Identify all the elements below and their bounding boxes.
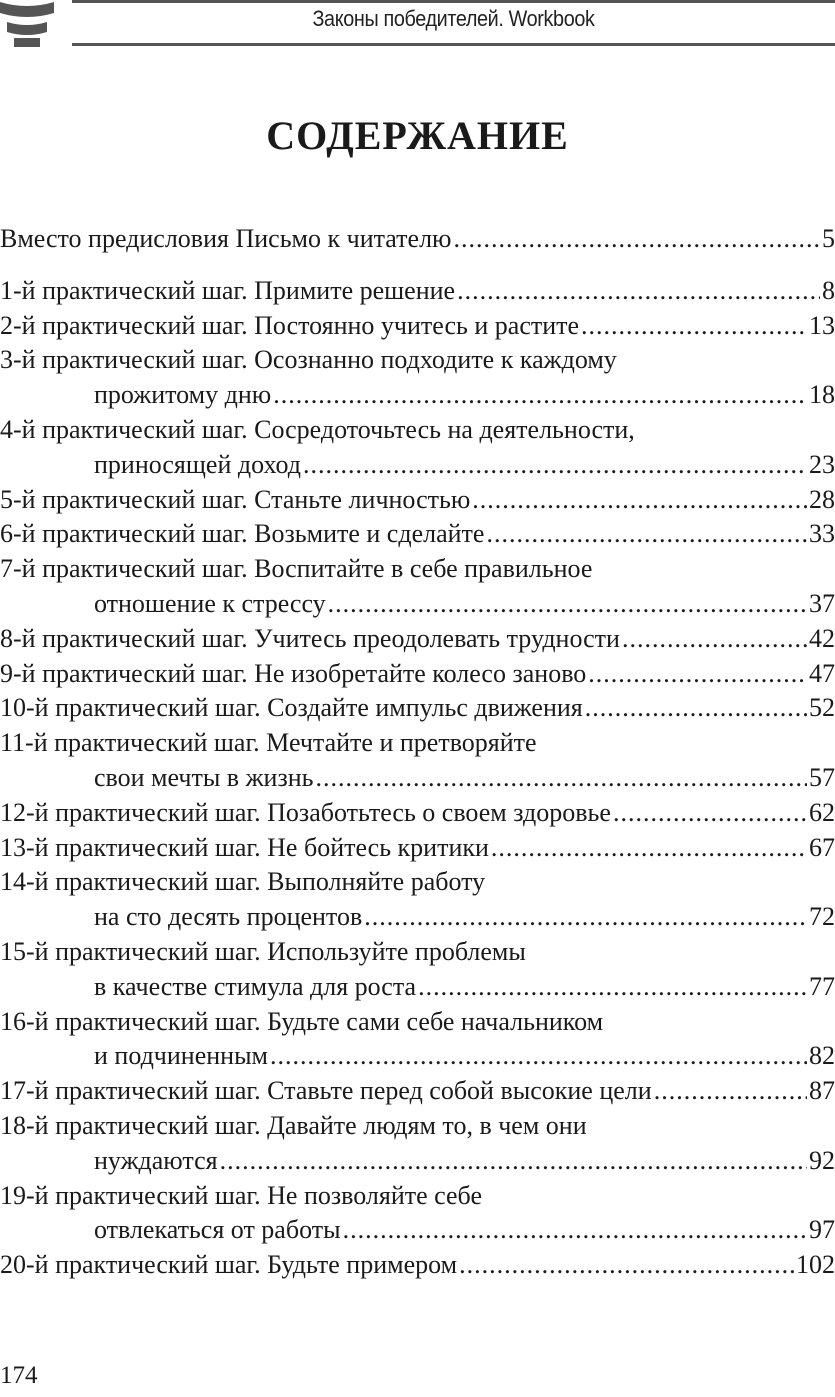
dot-leader — [303, 448, 807, 483]
toc-entry-line — [0, 552, 835, 587]
toc-entry-title: на сто десять процентов — [94, 902, 363, 932]
dot-leader — [585, 691, 807, 726]
dot-leader — [270, 1039, 807, 1074]
toc-entry-line — [0, 378, 835, 413]
toc-entry-line — [0, 1144, 835, 1179]
running-title: Законы победителей. Workbook — [312, 6, 595, 31]
dot-leader — [654, 1074, 807, 1109]
toc-entry-line — [0, 343, 835, 378]
toc-entry[interactable] — [0, 657, 835, 692]
toc-page-number: 5 — [822, 224, 835, 253]
toc-entry-line — [0, 1248, 835, 1283]
toc-page-number: 72 — [809, 902, 835, 932]
toc-page-number: 102 — [796, 1250, 835, 1280]
toc-entry[interactable] — [0, 343, 835, 413]
toc-entry-title: свои мечты в жизнь — [94, 762, 314, 792]
dot-leader — [364, 900, 807, 935]
toc-entry-line — [0, 691, 835, 726]
toc-entry-line — [0, 587, 835, 622]
header-rule-top — [72, 0, 835, 3]
dot-leader — [459, 1248, 794, 1283]
dot-leader — [622, 622, 807, 657]
table-of-contents — [0, 222, 835, 1283]
toc-entry-title: 3-й практический шаг. Осознанно подходите к каждому — [0, 345, 617, 375]
toc-entry-title: 8-й практический шаг. Учитесь преодолевать трудности — [0, 623, 620, 653]
toc-entry-title: в качестве стимула для роста — [94, 971, 417, 1001]
toc-entry-line — [0, 309, 835, 344]
toc-entry-line — [0, 1005, 835, 1040]
toc-entry[interactable] — [0, 1109, 835, 1179]
dot-leader — [588, 657, 807, 692]
toc-entry-title: 7-й практический шаг. Воспитайте в себе правильное — [0, 554, 593, 584]
toc-entry-title: нуждаются — [94, 1145, 218, 1175]
toc-entry-title: 19-й практический шаг. Не позволяйте себе — [0, 1180, 482, 1210]
toc-entry-title: прожитому дню — [94, 380, 272, 410]
toc-entry-title: 14-й практический шаг. Выполняйте работу — [0, 867, 486, 897]
toc-entry[interactable] — [0, 517, 835, 552]
toc-entry-line — [0, 1179, 835, 1214]
toc-entry-title: Вместо предисловия Письмо к читателю — [0, 224, 452, 253]
toc-page-number: 8 — [822, 275, 835, 305]
toc-page-number: 18 — [809, 380, 835, 410]
dot-leader — [581, 309, 807, 344]
dot-leader — [220, 1144, 807, 1179]
toc-page-number: 28 — [809, 484, 835, 514]
toc-page-number: 92 — [809, 1145, 835, 1175]
dot-leader — [418, 970, 807, 1005]
toc-entry[interactable] — [0, 1179, 835, 1249]
toc-entry-title: 12-й практический шаг. Позаботьтесь о своем здоровье — [0, 797, 611, 827]
toc-entry-title: 17-й практический шаг. Ставьте перед собой высокие цели — [0, 1076, 652, 1106]
dot-leader — [316, 761, 807, 796]
toc-entry-line — [0, 413, 835, 448]
toc-entry-line — [0, 1039, 835, 1074]
header-rule-bottom — [72, 43, 835, 46]
dot-leader — [457, 274, 820, 309]
toc-page-number: 23 — [809, 449, 835, 479]
toc-entry-line — [0, 935, 835, 970]
toc-entry[interactable] — [0, 691, 835, 726]
toc-page-number: 77 — [809, 971, 835, 1001]
toc-entry-title: и подчиненным — [94, 1041, 269, 1071]
toc-page-number: 42 — [809, 623, 835, 653]
toc-entry-line — [0, 622, 835, 657]
toc-entry-title: 18-й практический шаг. Давайте людям то, в чем они — [0, 1110, 587, 1140]
toc-entry-line — [0, 274, 835, 309]
page-number: 174 — [0, 1362, 38, 1389]
toc-entry[interactable] — [0, 309, 835, 344]
toc-entry-line — [0, 222, 835, 257]
dot-leader — [472, 483, 807, 518]
toc-entry-title: 9-й практический шаг. Не изобретайте колесо заново — [0, 658, 587, 688]
toc-entry[interactable] — [0, 274, 835, 309]
stacked-bars-logo-icon — [0, 0, 55, 48]
toc-entry-line — [0, 483, 835, 518]
toc-entry-line — [0, 1109, 835, 1144]
toc-entry-title: 16-й практический шаг. Будьте сами себе начальником — [0, 1006, 604, 1036]
toc-entry[interactable] — [0, 552, 835, 622]
toc-entry-title: 2-й практический шаг. Постоянно учитесь и растите — [0, 310, 580, 340]
toc-entry[interactable] — [0, 831, 835, 866]
toc-entry[interactable] — [0, 726, 835, 796]
toc-entry-title: 10-й практический шаг. Создайте импульс движения — [0, 693, 583, 723]
toc-page-number: 82 — [809, 1041, 835, 1071]
dot-leader — [613, 796, 807, 831]
toc-entry-title: 4-й практический шаг. Сосредоточьтесь на деятельности, — [0, 414, 635, 444]
toc-entry[interactable] — [0, 1248, 835, 1283]
toc-entry-line — [0, 900, 835, 935]
toc-entry-title: отношение к стрессу — [94, 588, 326, 618]
toc-entry-line — [0, 1213, 835, 1248]
toc-page-number: 57 — [809, 762, 835, 792]
toc-entry[interactable] — [0, 483, 835, 518]
toc-entry-line — [0, 1074, 835, 1109]
running-header — [0, 0, 835, 52]
dot-leader — [453, 222, 820, 257]
toc-entry[interactable] — [0, 1005, 835, 1075]
dot-leader — [486, 517, 807, 552]
toc-page-number: 52 — [809, 693, 835, 723]
toc-entry[interactable] — [0, 796, 835, 831]
toc-page-number: 97 — [809, 1215, 835, 1245]
toc-entry[interactable] — [0, 935, 835, 1005]
dot-leader — [328, 587, 807, 622]
toc-page-number: 33 — [809, 519, 835, 549]
toc-entry[interactable] — [0, 622, 835, 657]
toc-entry-title: 15-й практический шаг. Используйте проблемы — [0, 936, 526, 966]
dot-leader — [491, 831, 807, 866]
toc-entry-title: отвлекаться от работы — [94, 1215, 341, 1245]
toc-page-number: 47 — [809, 658, 835, 688]
toc-entry-line — [0, 831, 835, 866]
toc-entry[interactable] — [0, 1074, 835, 1109]
toc-page-number: 62 — [809, 797, 835, 827]
toc-entry-title: приносящей доход — [94, 449, 301, 479]
page-title: СОДЕРЖАНИЕ — [266, 113, 569, 158]
toc-entry-title: 11-й практический шаг. Мечтайте и претворяйте — [0, 728, 537, 758]
toc-entry-title: 6-й практический шаг. Возьмите и сделайте — [0, 519, 485, 549]
toc-entry-title: 5-й практический шаг. Станьте личностью — [0, 484, 471, 514]
toc-entry-line — [0, 970, 835, 1005]
toc-entry-title: 13-й практический шаг. Не бойтесь критики — [0, 832, 489, 862]
toc-entry-line — [0, 657, 835, 692]
dot-leader — [273, 378, 807, 413]
toc-entry-line — [0, 796, 835, 831]
toc-entry[interactable] — [0, 865, 835, 935]
toc-entry-title: 20-й практический шаг. Будьте примером — [0, 1250, 458, 1280]
toc-entry-title: 1-й практический шаг. Примите решение — [0, 275, 456, 305]
toc-entry-line — [0, 448, 835, 483]
toc-entry[interactable] — [0, 413, 835, 483]
toc-page-number: 13 — [809, 310, 835, 340]
toc-entry-line — [0, 517, 835, 552]
toc-page-number: 87 — [809, 1076, 835, 1106]
toc-page-number: 67 — [809, 832, 835, 862]
toc-entry-line — [0, 726, 835, 761]
toc-page-number: 37 — [809, 588, 835, 618]
toc-entry-line — [0, 865, 835, 900]
dot-leader — [343, 1213, 807, 1248]
toc-entry[interactable] — [0, 222, 835, 257]
toc-entry-line — [0, 761, 835, 796]
